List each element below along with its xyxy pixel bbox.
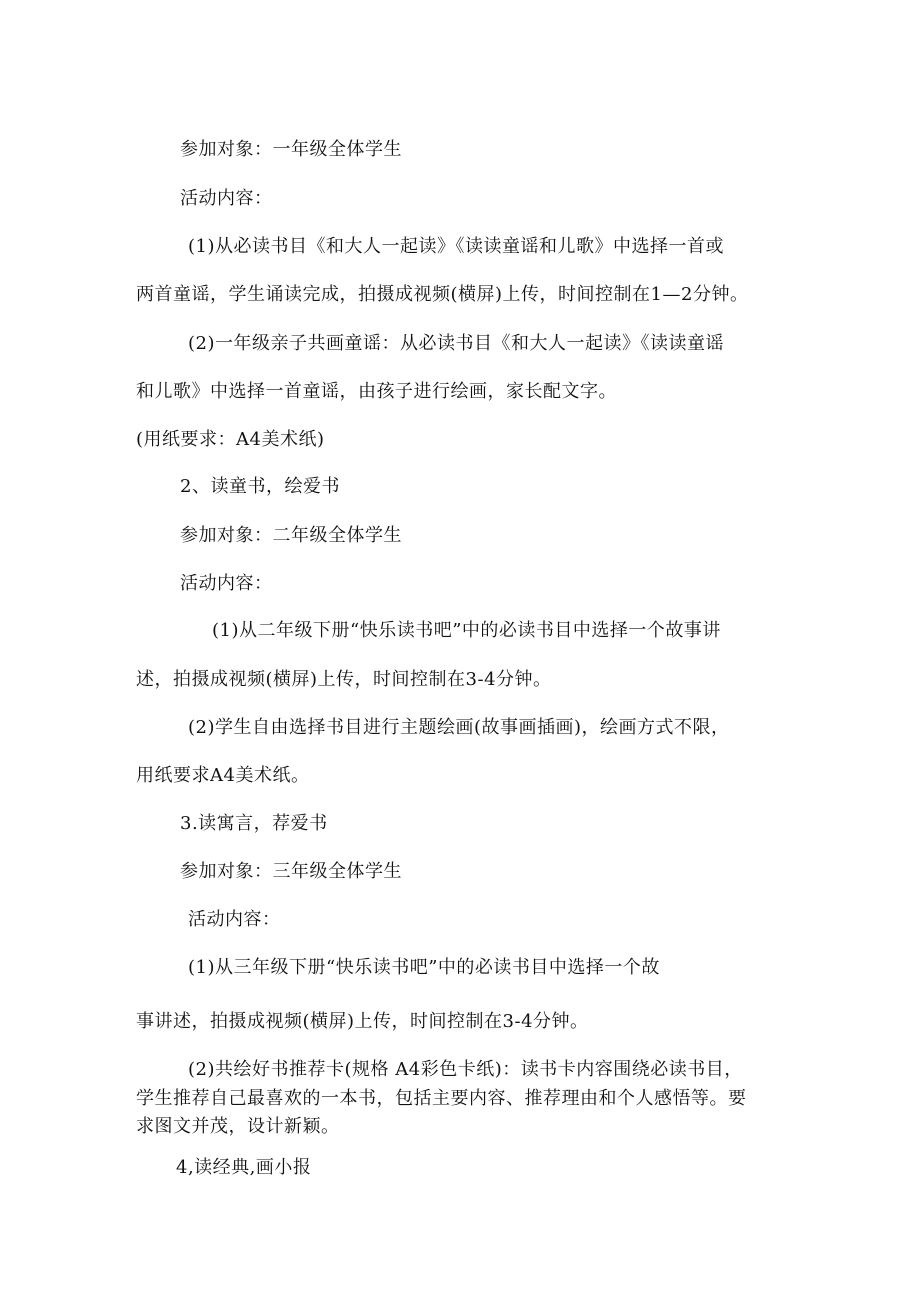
grade2-activity-heading: 活动内容： [180,573,273,594]
grade1-item2-line2: 和儿歌》中选择一首童谣，由孩子进行绘画，家长配文字。 [136,381,617,402]
grade2-item1-line2: 述，拍摄成视频(横屏)上传，时间控制在3-4分钟。 [136,669,552,690]
grade1-activity-heading: 活动内容： [180,188,273,209]
grade2-participants: 参加对象：二年级全体学生 [180,525,402,546]
grade3-item2-line1: (2)共绘好书推荐卡(规格 A4彩色卡纸)：读书卡内容围绕必读书目， [188,1059,743,1080]
grade1-item1-line1: (1)从必读书目《和大人一起读》《读读童谣和儿歌》中选择一首或 [188,236,724,257]
grade3-activity-heading: 活动内容： [188,909,281,930]
grade3-participants: 参加对象：三年级全体学生 [180,861,402,882]
grade1-paper-requirement: (用纸要求：A4美术纸) [136,429,325,450]
grade3-item1-line2: 事讲述，拍摄成视频(横屏)上传，时间控制在3-4分钟。 [136,1011,589,1032]
grade3-item1-line1: (1)从三年级下册“快乐读书吧”中的必读书目中选择一个故 [188,957,660,978]
grade3-item2-line2: 学生推荐自己最喜欢的一本书，包括主要内容、推荐理由和个人感悟等。要 [136,1088,747,1109]
grade2-item1-line1: (1)从二年级下册“快乐读书吧”中的必读书目中选择一个故事讲 [212,620,721,641]
grade2-item2-line1: (2)学生自由选择书目进行主题绘画(故事画插画)，绘画方式不限， [188,717,730,738]
grade1-item1-line2: 两首童谣，学生诵读完成，拍摄成视频(横屏)上传，时间控制在1—2分钟。 [136,284,749,305]
section4-heading: 4,读经典,画小报 [176,1157,312,1178]
grade1-participants: 参加对象：一年级全体学生 [180,139,402,160]
section2-heading: 2、读童书，绘爱书 [180,476,340,497]
grade3-item2-line3: 求图文并茂，设计新颖。 [136,1116,340,1137]
section3-heading: 3.读寓言，荐爱书 [180,813,328,834]
grade1-item2-line1: (2)一年级亲子共画童谣：从必读书目《和大人一起读》《读读童谣 [188,333,724,354]
grade2-item2-line2: 用纸要求A4美术纸。 [136,765,310,786]
